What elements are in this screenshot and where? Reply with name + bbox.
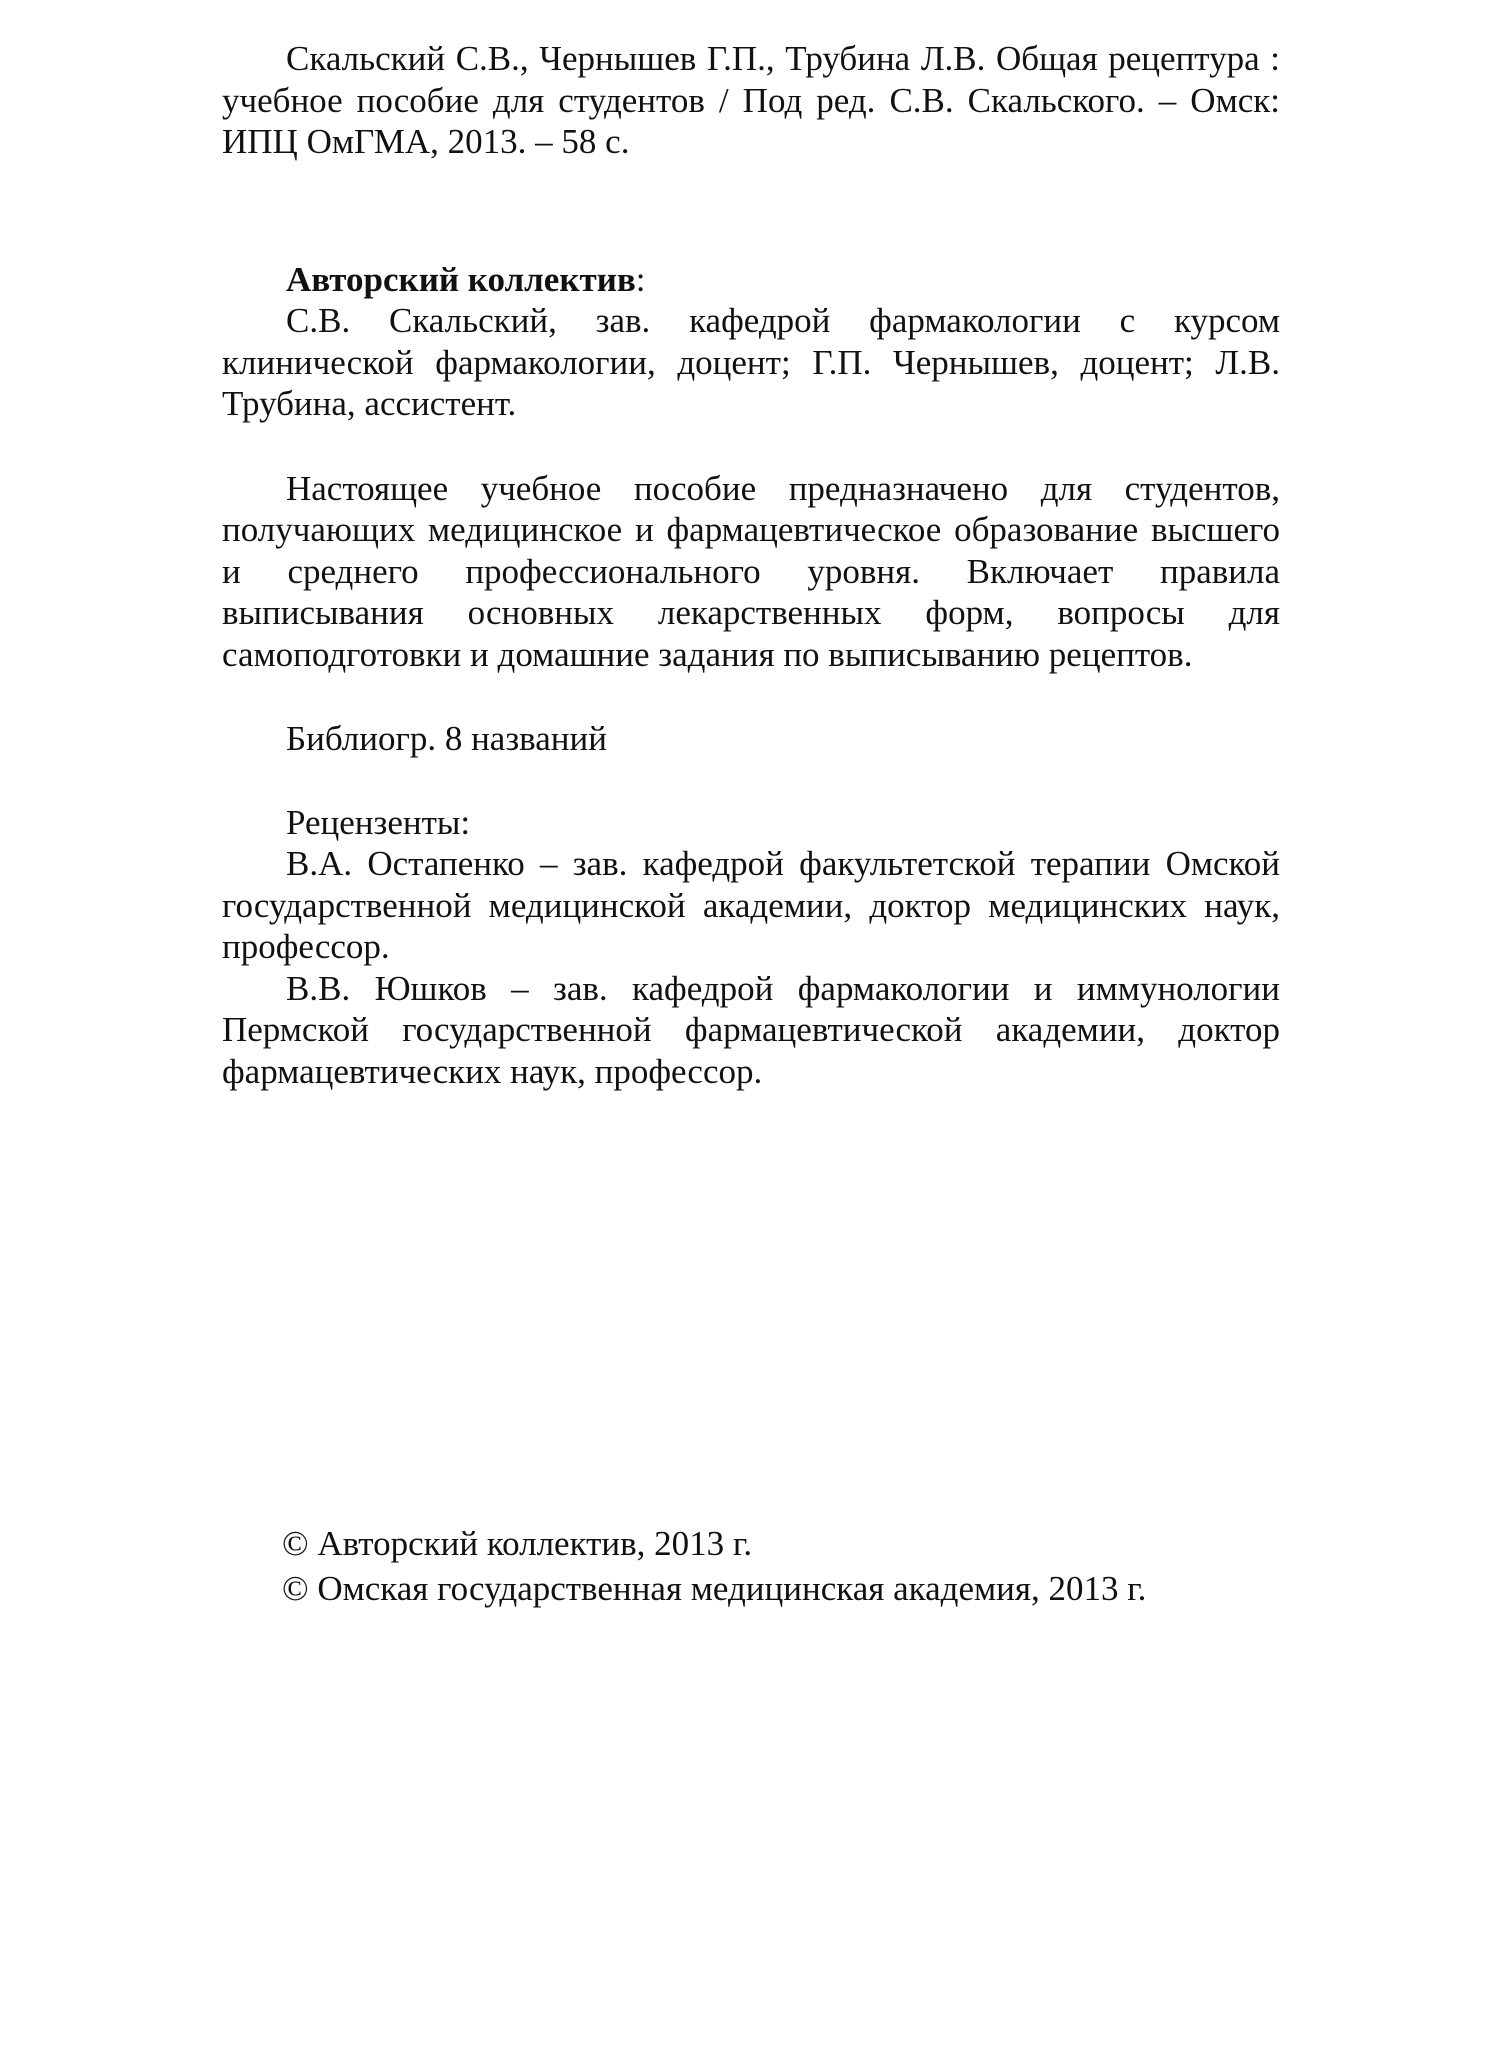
authors-heading-line xyxy=(222,259,1280,301)
copyright-line: © Авторский коллектив, 2013 г. xyxy=(282,1524,753,1563)
authors-text: С.В. Скальский, зав. кафедрой фармакологии с курсом клинической фармакологии, доцент; Г.П. Чернышев, доцент; Л.В. Трубина, ассистент. xyxy=(222,301,1280,423)
reviewer-item: В.В. Юшков – зав. кафедрой фармакологии и иммунологии Пермской государственной фармацевтической академии, доктор фармацевтических наук, профессор. xyxy=(222,968,1280,1091)
annotation-text: Настоящее учебное пособие предназначено для студентов, получающих медицинское и фармацевтическое образование высшего и среднего профессионального уровня. Включает правила выписывания основных лекарственных форм, вопросы для самоподготовки и домашние задания по выписыванию рецептов. xyxy=(222,468,1280,674)
authors-heading: Авторский коллектив xyxy=(286,259,636,299)
bibliographic-citation: Скальский С.В., Чернышев Г.П., Трубина Л.В. Общая рецептура : учебное пособие для студентов / Под ред. С.В. Скальского. – Омск: ИПЦ ОмГМА, 2013. – 58 с. xyxy=(222,39,1280,161)
authors-heading-colon: : xyxy=(635,259,646,299)
copyright-block xyxy=(282,1521,1282,1611)
bibliography-count: Библиогр. 8 названий xyxy=(286,719,607,758)
copyright-line: © Омская государственная медицинская академия, 2013 г. xyxy=(282,1569,1147,1608)
imprint-page xyxy=(222,38,1280,1092)
reviewers-heading: Рецензенты: xyxy=(286,802,471,842)
reviewer-item: В.А. Остапенко – зав. кафедрой факультетской терапии Омской государственной медицинской академии, доктор медицинских наук, профессор. xyxy=(222,844,1280,966)
